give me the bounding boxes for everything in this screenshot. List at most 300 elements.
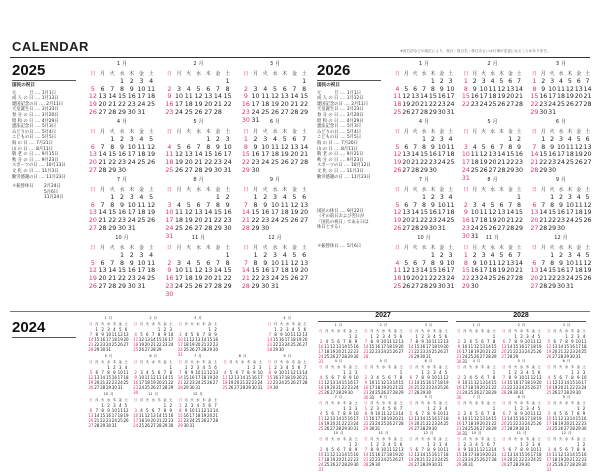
day-cell: 24	[318, 461, 324, 467]
day-cell: 7	[302, 136, 307, 143]
day-cell: 18	[546, 384, 552, 390]
weekday-label: 月	[94, 321, 99, 326]
empty-cell	[88, 136, 98, 144]
day-cell: 20	[443, 343, 449, 349]
month-unit: 月	[561, 177, 567, 183]
day-cell: 22	[575, 456, 581, 462]
day-cell: 28	[98, 224, 107, 232]
day-cell: 22	[207, 341, 213, 347]
weekday-label: 月	[540, 129, 546, 135]
day-cell: 1	[421, 194, 426, 201]
day-cell: 20	[234, 379, 240, 385]
day-cell: 5	[282, 136, 287, 143]
day-cell: 9	[520, 410, 523, 416]
day-cell: 28	[398, 420, 404, 426]
day-cell: 13	[98, 93, 107, 101]
day-cell: 6	[151, 407, 155, 413]
day-cell: 12	[392, 446, 398, 452]
day-cell: 19	[147, 151, 156, 159]
day-cell: 22	[425, 420, 432, 426]
day-cell: 3	[469, 441, 472, 447]
day-cell: 14	[363, 451, 369, 457]
weekday-label: 月	[100, 187, 106, 193]
day-cell: 10	[257, 369, 263, 375]
day-cell: 5	[325, 410, 329, 416]
day-cell: 10	[380, 446, 387, 452]
month-2027-6	[408, 360, 449, 395]
day-cell: 2	[433, 405, 436, 411]
day-cell: 24	[470, 224, 479, 232]
weekday-label: 火	[330, 400, 335, 405]
day-cell: 7	[268, 331, 271, 337]
weekday-label: 木	[525, 328, 530, 333]
day-cell: 17	[437, 209, 446, 217]
day-cell: 15	[428, 93, 437, 101]
month-title	[318, 396, 359, 400]
weekday-label: 木	[129, 129, 135, 135]
day-cell: 1	[169, 364, 173, 370]
weekday-label: 月	[273, 321, 278, 326]
month-number: 6	[555, 119, 560, 125]
day-grid	[318, 370, 359, 395]
day-cell: 28	[88, 346, 94, 352]
day-cell: 30	[273, 384, 279, 390]
month-2028-7	[456, 396, 497, 436]
day-cell: 17	[137, 93, 146, 101]
empty-cell	[539, 194, 548, 202]
day-cell: 14	[162, 374, 168, 380]
weekday-label: 土	[582, 364, 586, 369]
weekday-label: 日	[364, 364, 368, 369]
month-unit: 月	[428, 359, 433, 363]
day-cell: 11	[530, 410, 536, 416]
day-cell: 26	[479, 166, 488, 174]
day-cell: 17	[177, 341, 183, 347]
day-cell: 28	[583, 101, 592, 109]
holiday-item: みどりの日 ‥‥ 5月4日	[12, 129, 57, 135]
month-unit: 月	[242, 354, 247, 358]
month-title	[408, 432, 449, 436]
day-cell: 25	[530, 348, 536, 354]
day-cell: 22	[530, 101, 539, 109]
day-cell: 16	[223, 209, 232, 217]
weekday-label: 木	[498, 245, 504, 251]
weekday-label: 金	[438, 364, 442, 369]
weekday-label: 水	[564, 400, 569, 405]
day-cell: 12	[583, 201, 592, 209]
day-cell: 7	[206, 201, 211, 209]
day-cell: 14	[290, 93, 299, 101]
weekday-label: 土	[301, 245, 307, 251]
weekday-label: 月	[369, 400, 374, 405]
day-cell: 24	[251, 108, 260, 116]
weekday-label: 金	[163, 321, 167, 326]
weekday-header	[462, 244, 524, 252]
day-cell: 20	[88, 159, 97, 167]
day-cell: 10	[524, 410, 530, 416]
holiday-list-title: 国民の祝日	[317, 83, 340, 88]
day-cell: 7	[559, 338, 562, 344]
day-cell: 22	[515, 217, 524, 225]
day-cell: 11	[530, 338, 536, 344]
day-cell: 4	[576, 252, 581, 259]
weekday-label: 水	[151, 359, 155, 364]
day-cell: 17	[111, 412, 117, 418]
day-cell: 5	[481, 441, 484, 447]
day-cell: 21	[539, 275, 548, 283]
month-2027-12	[408, 432, 449, 467]
day-cell: 19	[552, 384, 558, 390]
day-cell: 11	[446, 143, 455, 151]
weekday-header	[462, 70, 524, 78]
weekday-label: 火	[513, 436, 518, 441]
year-title-2024: 2024	[12, 319, 46, 336]
day-cell: 17	[380, 343, 387, 349]
day-cell: 3	[382, 333, 385, 339]
day-cell: 28	[506, 224, 515, 232]
day-cell: 18	[137, 209, 146, 217]
substitute-dates	[44, 184, 64, 200]
month-number: 1	[104, 316, 107, 320]
empty-cell	[393, 78, 402, 86]
day-cell: 10	[479, 259, 488, 267]
day-cell: 16	[420, 343, 426, 349]
day-cell: 2	[263, 252, 268, 259]
day-cell: 2	[457, 374, 461, 380]
day-cell: 2	[354, 441, 358, 447]
day-cell: 5	[331, 338, 334, 344]
day-cell: 26	[290, 275, 299, 283]
month-title	[88, 317, 129, 321]
day-cell: 20	[302, 336, 308, 342]
day-cell: 19	[184, 217, 193, 225]
day-cell: 27	[156, 384, 162, 390]
day-cell: 21	[507, 420, 513, 426]
day-cell: 25	[380, 420, 387, 426]
day-cell: 17	[581, 379, 587, 385]
empty-cell	[411, 194, 420, 202]
month-number: 2	[487, 61, 491, 67]
day-cell: 1	[427, 441, 430, 447]
weekday-label: 土	[444, 436, 448, 441]
weekday-label: 金	[393, 364, 397, 369]
day-cell: 22	[428, 275, 437, 283]
day-cell: 10	[461, 151, 470, 159]
day-cell: 30	[347, 425, 353, 431]
day-cell: 26	[117, 341, 123, 347]
day-cell: 31	[437, 461, 443, 467]
month-number: 9	[269, 177, 274, 183]
weekday-label: 土	[354, 400, 358, 405]
month-title	[546, 324, 587, 328]
weekday-label: 月	[552, 400, 557, 405]
day-cell: 30	[437, 108, 446, 116]
month-unit: 月	[384, 431, 389, 435]
day-cell: 7	[421, 85, 426, 93]
day-cell: 5	[90, 259, 95, 267]
day-cell: 4	[576, 194, 581, 201]
day-cell: 23	[456, 425, 462, 431]
day-cell: 19	[565, 93, 574, 101]
day-cell: 14	[491, 446, 497, 452]
day-cell: 27	[184, 166, 193, 174]
day-cell: 31	[318, 466, 324, 472]
month-number: 7	[472, 395, 475, 399]
day-cell: 9	[134, 374, 137, 380]
day-cell: 3	[113, 402, 116, 408]
day-cell: 8	[247, 369, 250, 375]
day-cell: 19	[228, 379, 234, 385]
day-cell: 1	[550, 252, 555, 259]
day-cell: 23	[165, 282, 174, 290]
day-cell: 22	[369, 348, 375, 354]
day-cell: 5	[90, 85, 95, 93]
day-cell: 12	[479, 151, 488, 159]
day-cell: 11	[165, 151, 174, 159]
day-cell: 21	[150, 341, 156, 347]
day-cell: 13	[563, 415, 570, 421]
day-cell: 24	[111, 417, 117, 423]
day-cell: 23	[515, 159, 524, 167]
day-cell: 19	[583, 267, 592, 275]
weekday-label: 金	[531, 364, 535, 369]
day-cell: 11	[133, 336, 139, 342]
day-cell: 23	[556, 217, 565, 225]
day-cell: 17	[105, 336, 112, 342]
substitute-date: 5月6日	[44, 189, 59, 195]
day-cell: 28	[240, 384, 246, 390]
weekday-label: 日	[178, 397, 183, 402]
day-cell: 11	[284, 369, 290, 375]
day-cell: 28	[300, 159, 309, 167]
day-grid	[462, 252, 524, 291]
weekday-label: 水	[426, 436, 431, 441]
empty-cell	[280, 78, 290, 86]
day-cell: 1	[571, 369, 574, 375]
weekday-label: 日	[547, 436, 551, 441]
day-cell: 27	[280, 108, 289, 116]
month-2025-10	[88, 236, 156, 291]
day-cell: 27	[207, 417, 213, 423]
day-cell: 1	[348, 333, 352, 339]
weekday-label: 水	[558, 71, 564, 77]
day-cell: 23	[437, 101, 446, 109]
day-cell: 25	[138, 422, 144, 428]
holiday-list-2026	[317, 84, 371, 180]
month-2027-2	[363, 324, 404, 359]
weekday-label: 水	[564, 328, 569, 333]
day-cell: 5	[186, 201, 191, 209]
weekday-label: 水	[336, 400, 341, 405]
day-cell: 28	[213, 282, 222, 290]
weekday-header	[393, 186, 455, 194]
day-cell: 25	[144, 384, 150, 390]
weekday-label: 火	[145, 321, 150, 326]
month-unit: 月	[198, 354, 202, 358]
day-cell: 8	[415, 338, 419, 344]
day-cell: 28	[194, 166, 203, 174]
day-grid	[462, 194, 524, 240]
day-cell: 28	[539, 224, 548, 232]
day-cell: 27	[386, 389, 392, 395]
day-cell: 29	[425, 425, 432, 431]
weekday-label: 木	[432, 328, 437, 333]
day-cell: 10	[431, 374, 437, 380]
empty-cell	[488, 194, 497, 202]
day-grid	[363, 406, 404, 431]
day-cell: 15	[491, 415, 497, 421]
weekday-label: 水	[151, 321, 155, 326]
day-cell: 2	[463, 201, 468, 209]
weekday-label: 木	[282, 129, 288, 135]
weekday-label: 木	[387, 400, 392, 405]
day-cell: 11	[201, 369, 207, 375]
day-cell: 9	[101, 331, 104, 337]
day-cell: 7	[517, 78, 522, 85]
month-title	[241, 62, 309, 67]
day-cell: 26	[123, 417, 129, 423]
day-cell: 1	[253, 194, 258, 201]
day-cell: 31	[468, 461, 474, 467]
weekday-label: 金	[215, 71, 221, 77]
day-cell: 30	[212, 346, 218, 352]
day-cell: 20	[386, 384, 392, 390]
day-cell: 10	[468, 446, 474, 452]
month-2028-5	[501, 360, 542, 395]
weekday-label: 木	[387, 328, 392, 333]
holiday-item: 憲法記念日 ‥‥ 5月3日	[12, 124, 57, 130]
weekday-label: 月	[507, 328, 512, 333]
day-cell: 25	[184, 282, 193, 290]
day-cell: 10	[177, 336, 183, 342]
holiday-item: 勤労感謝の日 ‥‥ 11月23日	[317, 174, 371, 180]
day-cell: 12	[280, 143, 289, 151]
day-cell: 28	[420, 425, 426, 431]
weekday-label: 土	[354, 328, 358, 333]
day-cell: 19	[501, 456, 507, 462]
empty-cell	[88, 78, 98, 86]
day-cell: 9	[571, 338, 574, 344]
month-2027-7	[318, 396, 359, 431]
weekday-label: 日	[178, 321, 183, 326]
day-cell: 13	[497, 209, 506, 217]
weekday-label: 木	[387, 436, 392, 441]
day-cell: 7	[100, 143, 105, 151]
day-cell: 7	[343, 446, 346, 452]
weekday-label: 月	[184, 359, 188, 364]
day-cell: 8	[169, 369, 173, 375]
month-title	[88, 178, 156, 183]
weekday-label: 水	[195, 187, 201, 193]
day-cell: 27	[204, 282, 213, 290]
weekday-label: 金	[507, 71, 513, 77]
day-cell: 16	[251, 151, 260, 159]
day-cell: 27	[335, 461, 342, 467]
day-cell: 1	[225, 78, 230, 85]
day-cell: 1	[163, 402, 167, 408]
day-cell: 11	[479, 209, 488, 217]
day-cell: 15	[575, 415, 581, 421]
day-cell: 24	[468, 456, 474, 462]
day-cell: 19	[175, 159, 184, 167]
day-cell: 13	[501, 343, 507, 349]
day-cell: 14	[341, 343, 347, 349]
day-cell: 31	[546, 466, 552, 472]
weekday-label: 木	[246, 359, 251, 364]
weekday-label: 火	[549, 71, 555, 77]
weekday-label: 土	[444, 328, 448, 333]
day-cell: 23	[162, 341, 168, 347]
day-cell: 16	[261, 267, 270, 275]
day-cell: 25	[552, 461, 558, 467]
month-2028-1	[456, 324, 497, 364]
month-unit: 月	[424, 61, 430, 67]
day-cell: 6	[186, 143, 191, 151]
day-cell: 7	[585, 78, 590, 85]
day-cell: 28	[162, 384, 168, 390]
day-cell: 11	[318, 415, 324, 421]
weekday-label: 火	[468, 328, 473, 333]
day-cell: 23	[513, 384, 519, 390]
day-cell: 1	[430, 78, 435, 85]
day-cell: 21	[539, 217, 548, 225]
day-cell: 25	[375, 389, 381, 395]
day-cell: 20	[144, 341, 150, 347]
day-cell: 22	[168, 379, 174, 385]
day-cell: 7	[541, 201, 546, 209]
weekday-label: 土	[582, 436, 586, 441]
weekday-label: 月	[507, 364, 512, 369]
day-cell: 3	[463, 374, 467, 380]
day-cell: 21	[515, 93, 524, 101]
day-cell: 23	[183, 417, 189, 423]
day-cell: 28	[212, 417, 218, 423]
month-title	[393, 236, 455, 241]
day-cell: 8	[215, 201, 220, 209]
day-cell: 15	[363, 415, 369, 421]
day-cell: 16	[347, 415, 353, 421]
day-cell: 25	[270, 159, 279, 167]
empty-cell	[184, 194, 194, 202]
day-cell: 4	[223, 369, 227, 375]
weekday-label: 水	[489, 245, 495, 251]
day-cell: 10	[195, 369, 201, 375]
weekday-label: 金	[297, 321, 301, 326]
day-cell: 12	[324, 379, 330, 385]
day-cell: 6	[565, 446, 568, 452]
day-cell: 16	[105, 412, 112, 418]
day-cell: 25	[147, 101, 156, 109]
month-2024-7	[177, 355, 218, 390]
day-cell: 22	[251, 275, 260, 283]
weekday-label: 水	[558, 129, 564, 135]
day-cell: 7	[110, 259, 115, 267]
day-cell: 3	[526, 405, 529, 411]
day-grid	[165, 194, 233, 240]
day-grid	[165, 252, 233, 298]
day-cell: 22	[419, 217, 428, 225]
day-cell: 6	[404, 201, 409, 209]
weekday-label: 月	[414, 328, 419, 333]
weekday-label: 火	[558, 364, 563, 369]
day-cell: 22	[94, 341, 100, 347]
day-cell: 24	[462, 353, 468, 359]
day-cell: 26	[324, 389, 330, 395]
day-cell: 11	[574, 201, 583, 209]
day-cell: 22	[251, 217, 260, 225]
weekday-label: 金	[297, 359, 301, 364]
day-cell: 20	[563, 420, 570, 426]
